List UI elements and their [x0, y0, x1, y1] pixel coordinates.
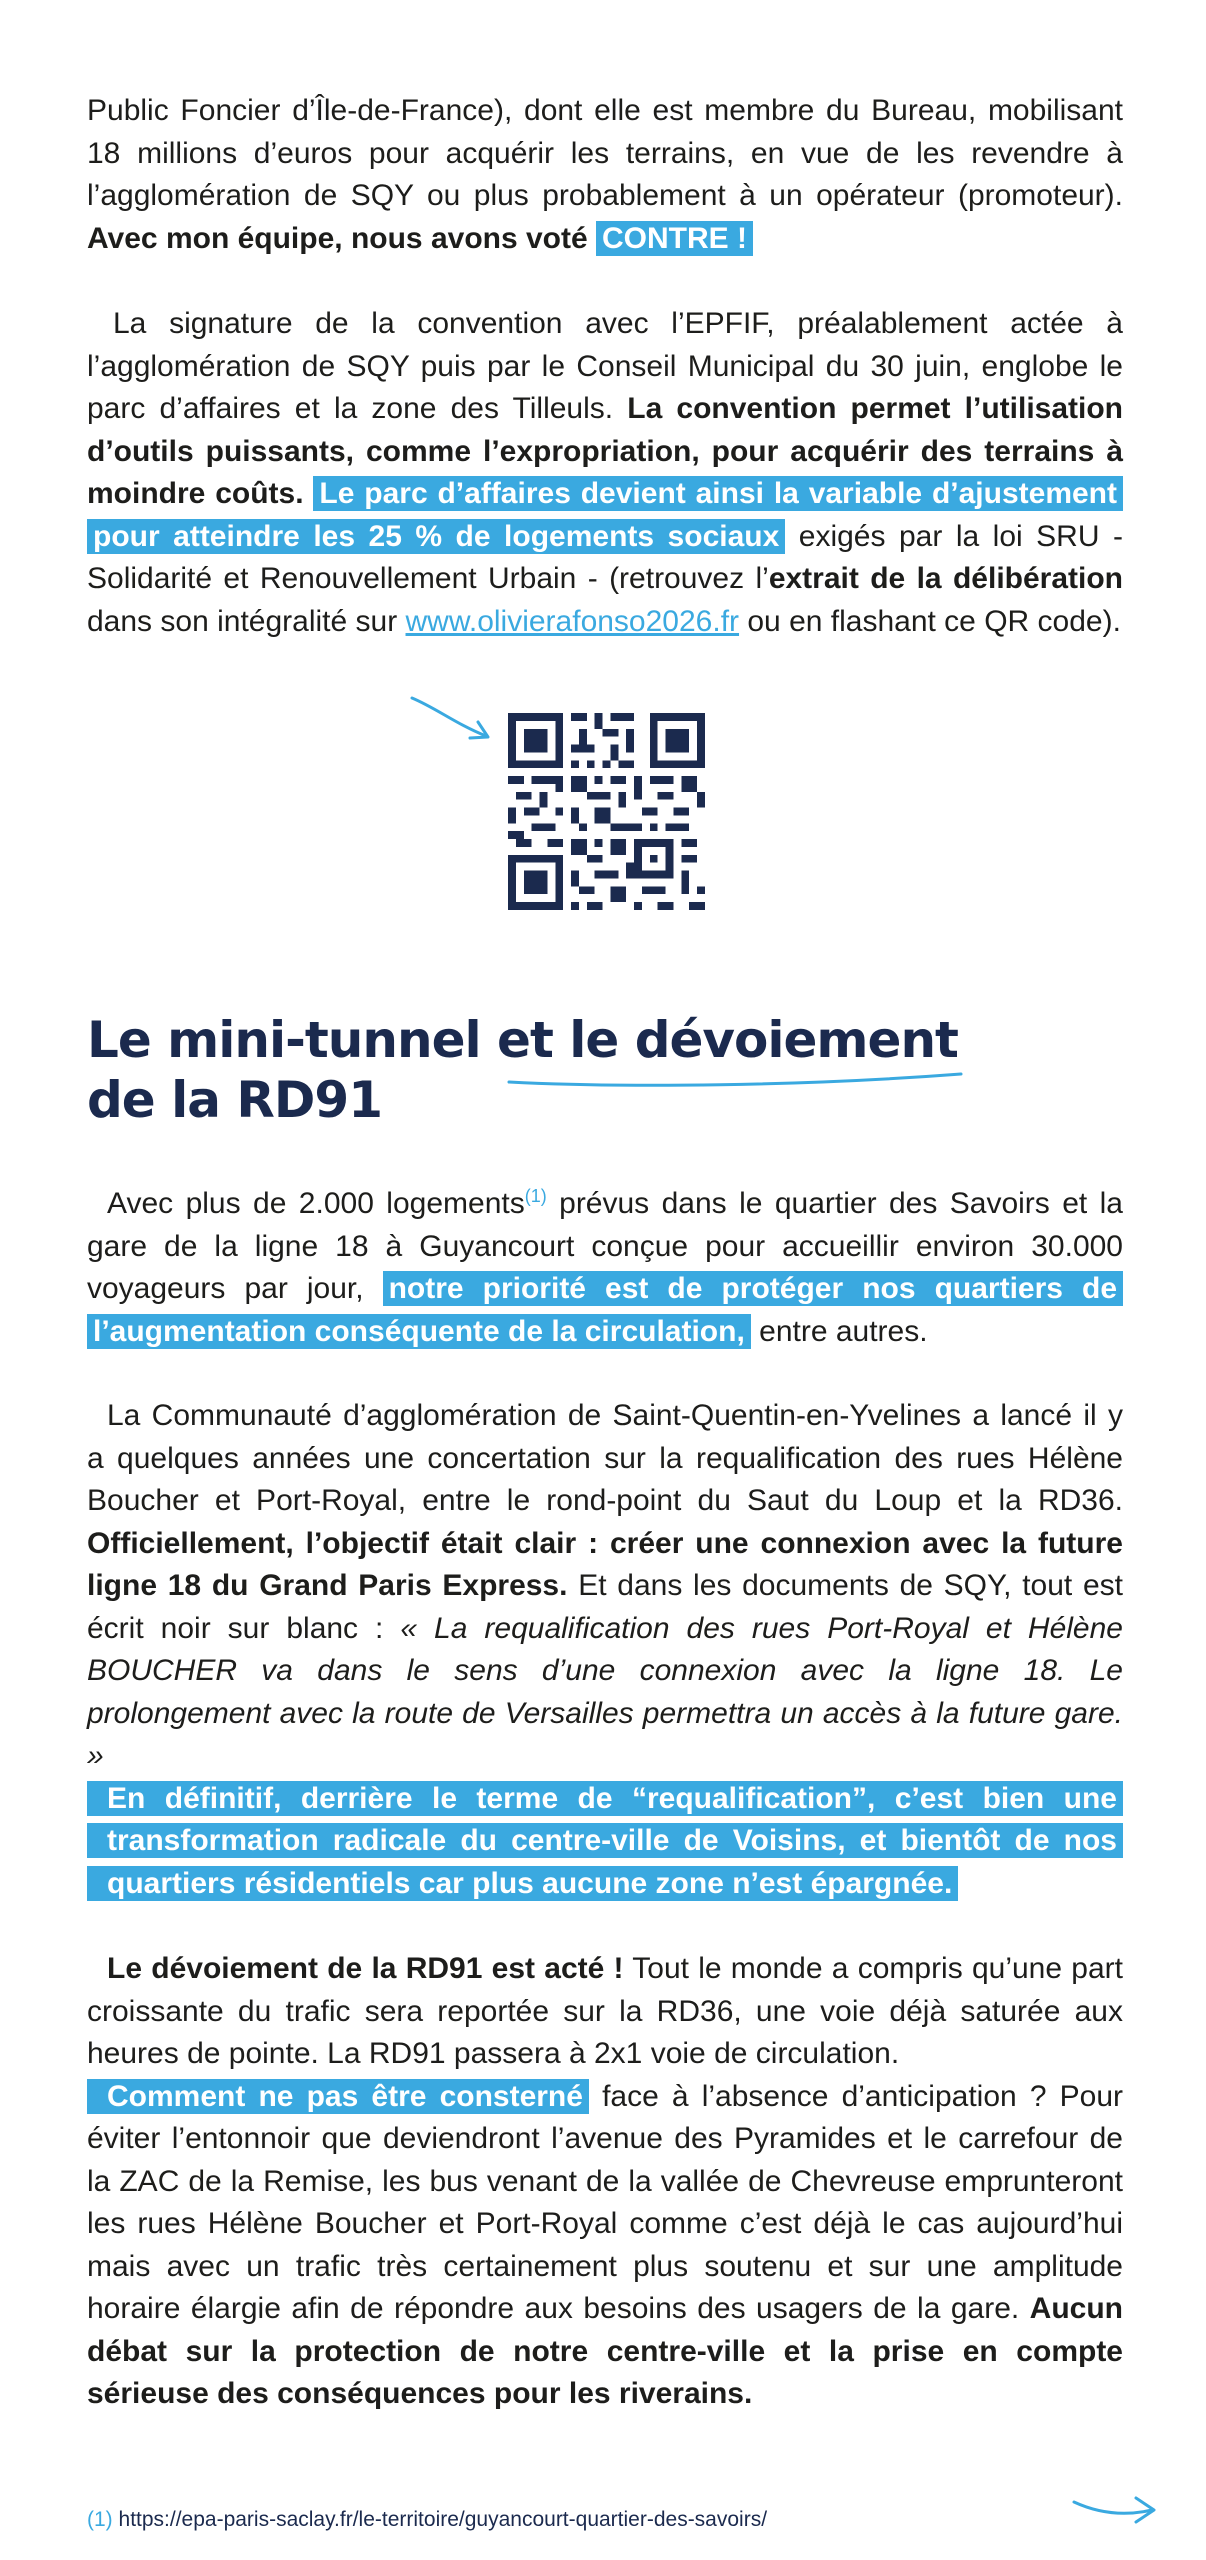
extrait-deliberation: extrait de la délibération: [768, 562, 1123, 595]
footnote-ref: (1): [524, 1186, 547, 1206]
paragraph-requalification: La Communauté d’agglomération de Saint-Quentin-en-Yvelines a lancé il y a quelques années une concertation sur la requalification des rues Hélène Boucher et Port-Royal, entre le rond-point du Saut du Loup et la RD36. Officiellement, l’objectif était clair : créer une connexion avec la future ligne 18 du Grand Paris Express. Et dans les documents de SQY, tout est écrit noir sur blanc : « La requalification des rues Port-Royal et Hélène BOUCHER va dans le sens d’une connexion avec la ligne 18. Le prolongement avec la route de Versailles permettra un accès à la future gare. » En définitif, derrière le terme de “requalification”, c’est bien une transformation radicale du centre-ville de Voisins, et bientôt de nos quartiers résidentiels car plus aucune zone n’est épargnée.: [87, 1399, 1124, 1900]
arrow-icon: [408, 690, 498, 750]
title-underlined-word: dévoiement: [634, 1011, 958, 1069]
objectif-statement: Officiellement, l’objectif était clair : créer une connexion avec la future ligne 18 du Grand Paris Express.: [87, 1526, 1123, 1602]
conclusion-statement: Aucun débat sur la protection de notre centre-ville et la prise en compte sérieuse des conséquences pour les riverains.: [87, 2292, 1123, 2410]
convention-statement: La convention permet l’utilisation d’outils puissants, comme l’expropriation, pour acquérir des terrains à moindre coûts.: [87, 392, 1124, 510]
paragraph-logements: Avec plus de 2.000 logements$^{(1)}$ prévus dans le quartier des Savoirs et la gare de la ligne 18 à Guyancourt conçue pour accueillir environ 30.000 voyageurs par jour, notre priorité est de protéger nos quartiers de l’augmentation conséquente de la circulation, entre autres.: [87, 1186, 1123, 1348]
vote-statement: Avec mon équipe, nous avons voté: [87, 221, 588, 255]
paragraph-rd91: Le dévoiement de la RD91 est acté ! Tout le monde a compris qu’une part croissante du trafic sera reportée sur la RD36, une voie déjà saturée aux heures de pointe. La RD91 passera à 2x1 voie de circulation. Comment ne pas être consterné face à l’absence d’anticipation ? Pour éviter l’entonnoir que deviendront l’avenue des Pyramides et le carrefour de la ZAC de la Remise, les bus venant de la vallée de Chevreuse emprunteront les rues Hélène Boucher et Port-Royal comme c’est déjà le cas aujourd’hui mais avec un trafic très certainement plus soutenu et sur une amplitude horaire élargie afin de répondre aux besoins des usagers de la gare. Aucun débat sur la protection de notre centre-ville et la prise en compte sérieuse des conséquences pour les riverains.: [87, 1952, 1124, 2410]
highlight-contre: CONTRE !: [596, 221, 753, 256]
highlight-parc-affaires: Le parc d’affaires devient ainsi la variable d’ajustement pour atteindre les 25 % de logements sociaux: [87, 476, 1123, 554]
highlight-definitif: En définitif, derrière le terme de “requalification”, c’est bien une transformation radicale du centre-ville de Voisins, et bientôt de nos quartiers résidentiels car plus aucune zone n’est épargnée.: [87, 1781, 1123, 1901]
qr-code[interactable]: [508, 713, 705, 910]
section-title: Le mini-tunnel et le dévoiement de la RD91: [87, 1011, 958, 1129]
footnote: [87, 2508, 767, 2532]
arrow-icon: [1070, 2488, 1160, 2528]
highlight-priorite: notre priorité est de protéger nos quartiers de l’augmentation conséquente de la circulation,: [87, 1271, 1123, 1349]
footnote-number: (1): [87, 2508, 113, 2531]
rd91-statement: Le dévoiement de la RD91 est acté !: [107, 1952, 624, 1985]
underline-swoosh: [505, 1068, 965, 1092]
paragraph-convention: La signature de la convention avec l’EPFIF, préalablement actée à l’agglomération de SQY puis par le Conseil Municipal du 30 juin, englobe le parc d’affaires et la zone des Tilleuls. La convention permet l’utilisation d’outils puissants, comme l’expropriation, pour acquérir des terrains à moindre coûts. Le parc d’affaires devient ainsi la variable d’ajustement pour atteindre les 25 % de logements sociaux exigés par la loi SRU - Solidarité et Renouvellement Urbain - (retrouvez l’extrait de la délibération dans son intégralité sur www.olivierafonso2026.fr ou en flashant ce QR code).: [87, 307, 1124, 638]
sqy-quote: « La requalification des rues Port-Royal et Hélène BOUCHER va dans le sens d’une connexion avec la ligne 18. Le prolongement avec la route de Versailles permettra un accès à la future gare. »: [87, 1611, 1123, 1772]
website-link[interactable]: www.olivierafonso2026.fr: [405, 604, 740, 638]
highlight-consterne: Comment ne pas être consterné: [87, 2079, 589, 2114]
footnote-url[interactable]: https://epa-paris-saclay.fr/le-territoire/guyancourt-quartier-des-savoirs/: [118, 2508, 768, 2531]
paragraph-epfif-vote: Public Foncier d’Île-de-France), dont elle est membre du Bureau, mobilisant 18 millions d’euros pour acquérir les terrains, en vue de les revendre à l’agglomération de SQY ou plus probablement à un opérateur (promoteur). Avec mon équipe, nous avons voté CONTRE !: [87, 94, 1123, 255]
